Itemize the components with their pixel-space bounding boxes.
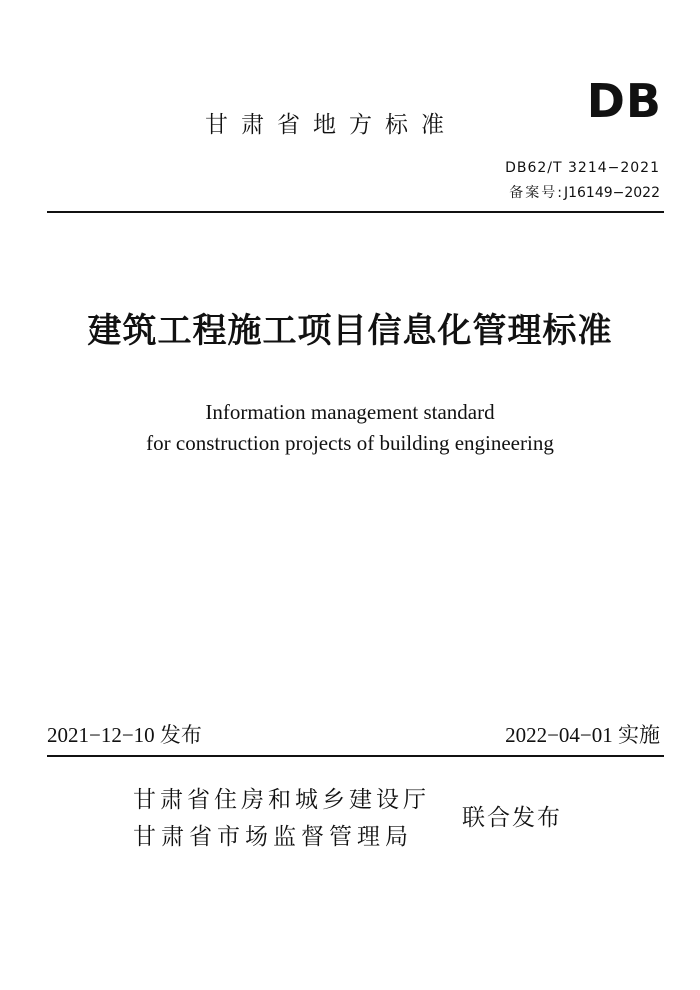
- standard-number: DB62/T 3214−2021: [505, 160, 660, 176]
- filing-label: 备案号:: [509, 185, 564, 201]
- publisher-market-regulation-bureau: 甘肃省市场监督管理局: [133, 824, 413, 850]
- db-logo: DB: [586, 74, 662, 128]
- joint-release-label: 联合发布: [462, 805, 562, 831]
- title-english-line-2: for construction projects of building engineering: [146, 431, 554, 455]
- top-divider: [47, 211, 664, 213]
- provincial-standard-label: 甘肃省地方标准: [205, 112, 457, 138]
- filing-number: [509, 186, 660, 200]
- filing-value: J16149−2022: [563, 185, 660, 201]
- implementation-date: 2022−04−01 实施: [505, 723, 660, 747]
- publisher-housing-department: 甘肃省住房和城乡建设厅: [133, 787, 430, 813]
- title-chinese: 建筑工程施工项目信息化管理标准: [87, 313, 613, 350]
- issue-date: 2021−12−10 发布: [47, 723, 202, 747]
- title-english-line-1: Information management standard: [205, 400, 495, 424]
- title-english: [0, 397, 700, 459]
- bottom-divider: [47, 755, 664, 757]
